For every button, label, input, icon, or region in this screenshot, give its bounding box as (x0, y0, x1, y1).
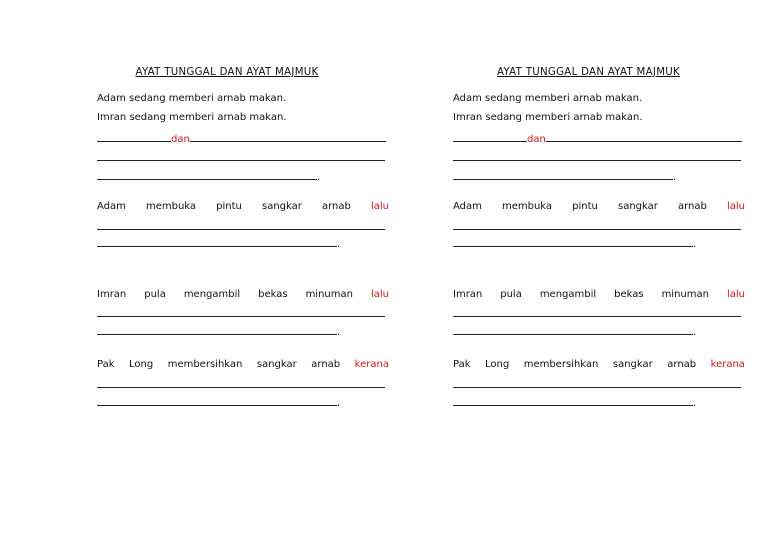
word: minuman (305, 289, 353, 300)
worksheet-left (97, 0, 392, 544)
answer-blank[interactable] (97, 236, 337, 247)
worksheet-title: AYAT TUNGGAL DAN AYAT MAJMUK (496, 67, 681, 78)
word: Imran (97, 289, 127, 300)
word: sangkar (261, 201, 302, 212)
answer-blank[interactable] (453, 131, 527, 142)
exercise-words-3 (97, 359, 389, 371)
word: pintu (216, 201, 242, 212)
exercise-connector: lalu (370, 201, 389, 212)
period: . (337, 327, 341, 338)
word: Pak (97, 359, 115, 370)
example-answer-line-2[interactable] (97, 150, 385, 165)
word: membersihkan (167, 359, 243, 370)
word: sangkar (612, 359, 653, 370)
period: . (337, 239, 341, 250)
answer-blank[interactable] (97, 150, 385, 161)
worksheet-right (453, 0, 748, 544)
example-sentence-1: Adam sedang memberi arnab makan. (453, 93, 643, 104)
exercise-answer-line[interactable] (97, 219, 385, 234)
word: Imran (453, 289, 483, 300)
word: membersihkan (523, 359, 599, 370)
word: bekas (258, 289, 288, 300)
answer-blank[interactable] (546, 131, 742, 142)
word: Long (129, 359, 154, 370)
exercise-answer-line[interactable] (453, 306, 741, 321)
answer-blank[interactable] (97, 131, 171, 142)
example-answer-line-3[interactable] (453, 169, 676, 184)
exercise-answer-line[interactable] (453, 395, 696, 410)
exercise-connector: lalu (726, 201, 745, 212)
example-answer-line-2[interactable] (453, 150, 741, 165)
exercise-answer-line[interactable] (97, 236, 340, 251)
example-sentence-2: Imran sedang memberi arnab makan. (97, 112, 287, 123)
example-answer-line-1[interactable] (97, 131, 386, 146)
answer-blank[interactable] (97, 395, 337, 406)
exercise-answer-line[interactable] (97, 395, 340, 410)
period: . (317, 172, 321, 183)
exercise-answer-line[interactable] (453, 324, 696, 339)
example-answer-line-1[interactable] (453, 131, 742, 146)
word: pula (144, 289, 166, 300)
word: arnab (321, 201, 351, 212)
period: . (673, 172, 677, 183)
answer-blank[interactable] (97, 219, 385, 230)
word: bekas (614, 289, 644, 300)
answer-blank[interactable] (97, 324, 337, 335)
exercise-answer-line[interactable] (453, 236, 696, 251)
example-sentence-2: Imran sedang memberi arnab makan. (453, 112, 643, 123)
exercise-connector: lalu (370, 289, 389, 300)
answer-blank[interactable] (453, 395, 693, 406)
answer-blank[interactable] (97, 306, 385, 317)
answer-blank[interactable] (97, 169, 317, 180)
answer-blank[interactable] (453, 219, 741, 230)
word: Adam (453, 201, 482, 212)
word: arnab (677, 201, 707, 212)
exercise-connector: kerana (354, 359, 389, 370)
word: Long (485, 359, 510, 370)
answer-blank[interactable] (453, 324, 693, 335)
word: pula (500, 289, 522, 300)
answer-blank[interactable] (453, 306, 741, 317)
period: . (693, 398, 697, 409)
word: mengambil (539, 289, 597, 300)
period: . (337, 398, 341, 409)
exercise-connector: lalu (726, 289, 745, 300)
worksheet-title: AYAT TUNGGAL DAN AYAT MAJMUK (135, 67, 319, 78)
exercise-answer-line[interactable] (97, 306, 385, 321)
example-sentence-1: Adam sedang memberi arnab makan. (97, 93, 287, 104)
word: membuka (501, 201, 553, 212)
exercise-words-1 (97, 201, 389, 213)
word: arnab (311, 359, 341, 370)
answer-blank[interactable] (453, 169, 673, 180)
exercise-connector: kerana (710, 359, 745, 370)
exercise-words-3 (453, 359, 745, 371)
example-connector: dan (527, 134, 546, 145)
word: arnab (667, 359, 697, 370)
answer-blank[interactable] (97, 377, 385, 388)
period: . (693, 327, 697, 338)
word: sangkar (256, 359, 297, 370)
word: pintu (572, 201, 598, 212)
word: minuman (661, 289, 709, 300)
word: membuka (145, 201, 197, 212)
period: . (693, 239, 697, 250)
exercise-words-2 (453, 289, 745, 301)
exercise-answer-line[interactable] (453, 377, 741, 392)
answer-blank[interactable] (453, 150, 741, 161)
exercise-answer-line[interactable] (97, 324, 340, 339)
answer-blank[interactable] (453, 377, 741, 388)
example-connector: dan (171, 134, 190, 145)
example-answer-line-3[interactable] (97, 169, 320, 184)
answer-blank[interactable] (190, 131, 386, 142)
word: mengambil (183, 289, 241, 300)
answer-blank[interactable] (453, 236, 693, 247)
word: Pak (453, 359, 471, 370)
exercise-words-2 (97, 289, 389, 301)
word: Adam (97, 201, 126, 212)
word: sangkar (617, 201, 658, 212)
exercise-answer-line[interactable] (453, 219, 741, 234)
exercise-words-1 (453, 201, 745, 213)
exercise-answer-line[interactable] (97, 377, 385, 392)
